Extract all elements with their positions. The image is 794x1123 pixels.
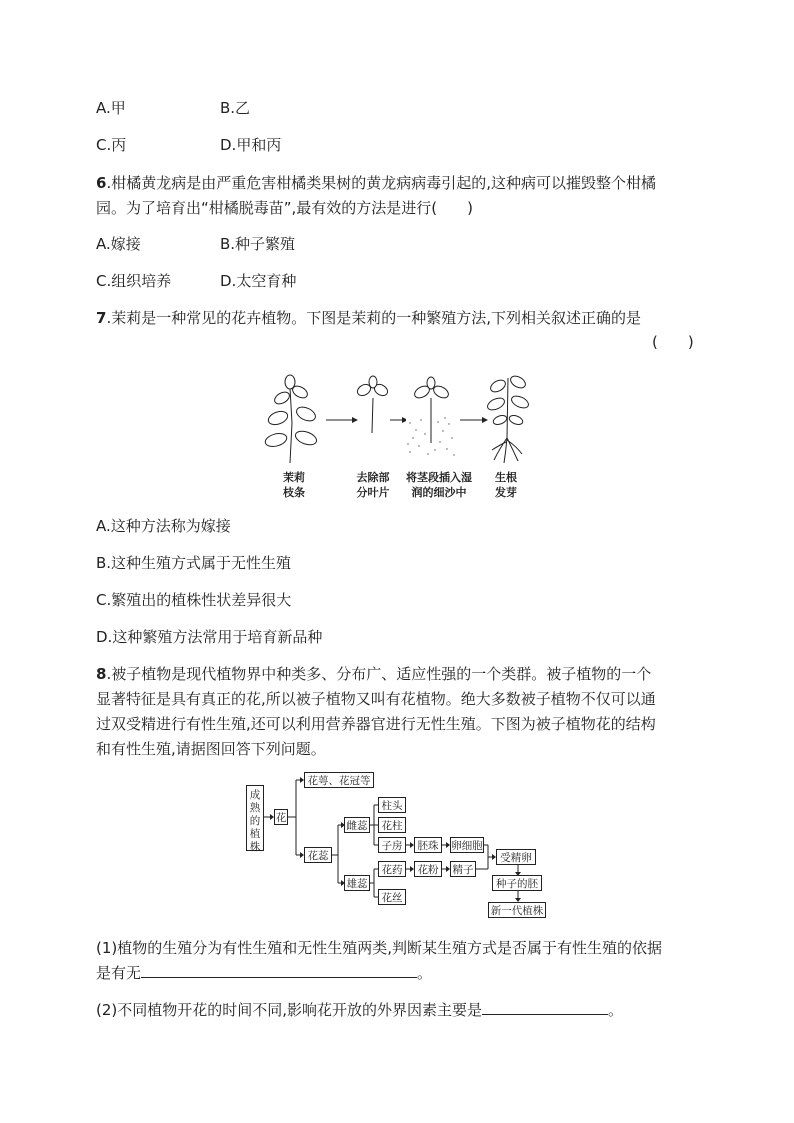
box-pistil-stamen: 花蕊: [304, 847, 332, 863]
q8-sub1-line2: [96, 962, 432, 983]
q8-sub1-period: 。: [417, 964, 433, 982]
q6-option-d: D.太空育种: [220, 272, 297, 290]
q8-sub2-period: 。: [608, 1001, 624, 1019]
q8-number: 8: [96, 665, 107, 683]
figure-label-insert-sand: 将茎段插入湿 润的细沙中: [406, 471, 472, 499]
q8-sub2-text: (2)不同植物开花的时间不同,影响花开放的外界因素主要是: [96, 1001, 483, 1019]
q8-sub1-prefix: 是有无: [96, 964, 142, 982]
trimmed-cutting-icon: [355, 376, 389, 433]
q8-sub1-answer-blank[interactable]: [141, 963, 417, 978]
q7-line1: .茉莉是一种常见的花卉植物。下图是茉莉的一种繁殖方法,下列相关叙述正确的是: [106, 309, 641, 327]
box-stamen: 雄蕊: [344, 875, 370, 891]
q6-text-line2: 园。为了培育出“柑橘脱毒苗”,最有效的方法是进行( ): [96, 199, 474, 217]
sand-cutting-icon: [406, 377, 456, 458]
q5-option-d: D.甲和丙: [220, 136, 282, 154]
q5-option-b: B.乙: [220, 99, 251, 117]
box-pollen: 花粉: [414, 861, 442, 877]
figure-label-branch: 茉莉 枝条: [283, 471, 305, 499]
box-filament: 花丝: [378, 889, 406, 905]
q7-option-b: B.这种生殖方式属于无性生殖: [96, 554, 292, 572]
q8-sub2-answer-blank[interactable]: [482, 1000, 608, 1015]
box-flower: 花: [274, 809, 288, 825]
box-stigma: 柱头: [378, 797, 406, 813]
q8-text-line3: 过双受精进行有性生殖,还可以利用营养器官进行无性生殖。下图为被子植物花的结构: [96, 715, 656, 733]
cutting-illustration: [260, 368, 530, 468]
box-egg-cell: 卵细胞: [450, 837, 484, 853]
q5-option-a: A.甲: [96, 99, 126, 117]
q6-text-line1: [96, 172, 656, 193]
q6-number: 6: [96, 174, 107, 192]
q7-number: 7: [96, 309, 107, 327]
q5-option-c: C.丙: [96, 136, 127, 154]
rooted-plant-icon: [486, 374, 530, 463]
jasmine-branch-icon: [264, 375, 319, 463]
q8-sub1-line1: (1)植物的生殖分为有性生殖和无性生殖两类,判断某生殖方式是否属于有性生殖的依据: [96, 939, 663, 957]
box-style: 花柱: [378, 817, 406, 833]
figure-label-remove-leaves: 去除部 分叶片: [356, 471, 390, 499]
box-embryo: 种子的胚: [492, 875, 542, 891]
figure-label-rooting: 生根 发芽: [495, 471, 517, 499]
box-ovary: 子房: [378, 837, 406, 853]
cutting-figure: [260, 368, 530, 503]
q8-line1: .被子植物是现代植物界中种类多、分布广、适应性强的一个类群。被子植物的一个: [106, 665, 652, 683]
box-zygote: 受精卵: [496, 849, 536, 865]
q7-text-line1: [96, 307, 641, 328]
q6-option-c: C.组织培养: [96, 272, 172, 290]
q7-option-a: A.这种方法称为嫁接: [96, 517, 231, 535]
box-ovule: 胚珠: [414, 837, 442, 853]
q8-text-line2: 显著特征是具有真正的花,所以被子植物又叫有花植物。绝大多数被子植物不仅可以通: [96, 690, 656, 708]
q7-option-c: C.繁殖出的植株性状差异很大: [96, 591, 292, 609]
box-mature-plant: 成熟的植株: [246, 785, 264, 851]
q6-option-a: A.嫁接: [96, 235, 141, 253]
q8-text-line1: [96, 663, 651, 684]
q6-line1: .柑橘黄龙病是由严重危害柑橘类果树的黄龙病病毒引起的,这种病可以摧毁整个柑橘: [106, 174, 656, 192]
q8-sub2-line: [96, 999, 623, 1020]
box-calyx-corolla: 花萼、花冠等: [304, 772, 374, 788]
q7-answer-paren: ( ): [652, 333, 694, 351]
box-pistil: 雌蕊: [344, 817, 370, 833]
box-sperm: 精子: [450, 861, 476, 877]
flower-structure-diagram: [244, 770, 564, 920]
q6-option-b: B.种子繁殖: [220, 235, 296, 253]
box-new-plant: 新一代植株: [488, 902, 546, 918]
q8-text-line4: 和有性生殖,请据图回答下列问题。: [96, 740, 326, 758]
box-anther: 花药: [378, 861, 406, 877]
q7-option-d: D.这种繁殖方法常用于培育新品种: [96, 628, 323, 646]
